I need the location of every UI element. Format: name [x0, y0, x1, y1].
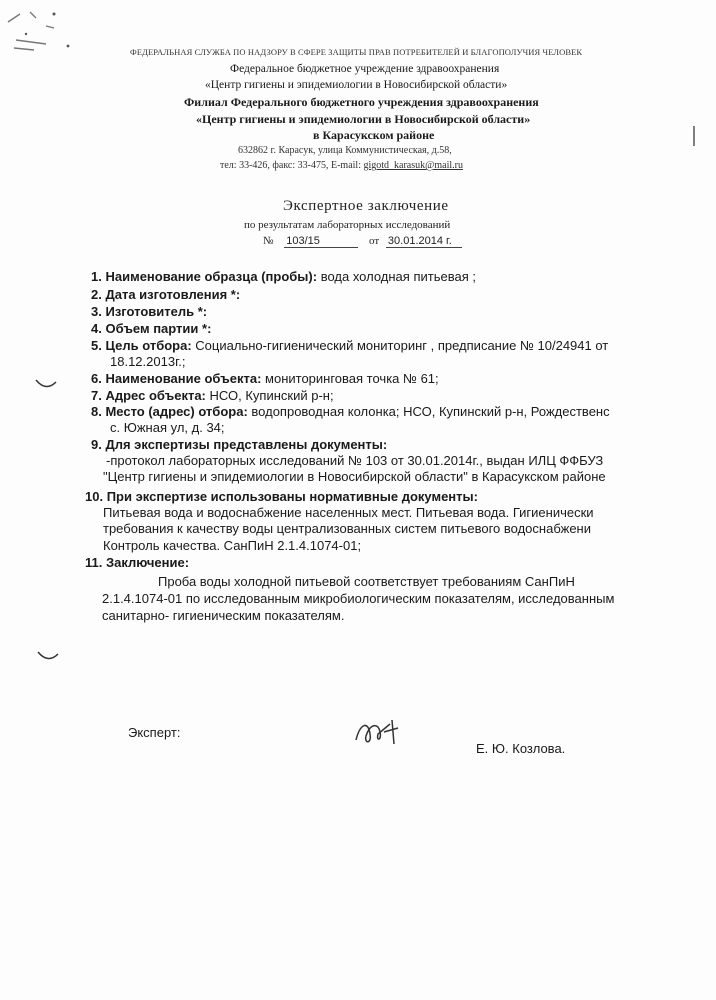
item-1 — [91, 269, 476, 284]
item-10-line-2: требования к качеству воды централизованных систем питьевого водоснабжени — [103, 521, 591, 536]
conclusion-line-1: Проба воды холодной питьевой соответствует требованиям СанПиН — [158, 574, 575, 589]
item-number: 4. — [91, 321, 102, 336]
item-value: Социально-гигиенический мониторинг , предписание № 10/24941 от — [195, 338, 609, 353]
item-number: 11. — [85, 555, 103, 570]
item-7 — [91, 388, 334, 403]
item-number: 10. — [85, 489, 104, 504]
item-9-line-2: "Центр гигиены и эпидемиологии в Новосибирской области" в Карасукском районе — [103, 469, 606, 484]
handwritten-signature — [350, 714, 410, 755]
address-line: 632862 г. Карасук, улица Коммунистическая, д.58, — [238, 145, 452, 156]
item-3 — [91, 304, 207, 319]
document-subtitle: по результатам лабораторных исследований — [244, 219, 451, 231]
item-10-line-3: Контроль качества. СанПиН 2.1.4.1074-01; — [103, 538, 362, 553]
date-label: от — [369, 235, 380, 247]
branch-name-line: «Центр гигиены и эпидемиологии в Новосибирской области» — [196, 112, 531, 126]
number-label: № — [263, 235, 274, 247]
item-number: 7. — [91, 388, 102, 403]
item-number: 2. — [91, 287, 102, 302]
item-number: 1. — [91, 269, 102, 284]
item-9-line-1: -протокол лабораторных исследований № 103 от 30.01.2014г., выдан ИЛЦ ФФБУЗ — [106, 453, 604, 468]
item-label: Наименование объекта: — [105, 371, 262, 386]
document-title: Экспертное заключение — [283, 198, 449, 214]
item-label: Дата изготовления *: — [105, 287, 241, 302]
item-label: Наименование образца (пробы): — [105, 269, 318, 284]
expert-label: Эксперт: — [128, 725, 181, 740]
branch-line: Филиал Федерального бюджетного учреждения здравоохранения — [184, 95, 539, 109]
institution-name-line: «Центр гигиены и эпидемиологии в Новосибирской области» — [205, 79, 508, 91]
item-9 — [91, 437, 387, 452]
institution-line: Федеральное бюджетное учреждение здравоохранения — [230, 63, 500, 75]
item-8 — [91, 404, 610, 419]
item-6 — [91, 371, 439, 386]
item-label: Адрес объекта: — [105, 388, 206, 403]
contacts-line — [220, 160, 463, 171]
item-value: НСО, Купинский р-н; — [209, 388, 334, 403]
item-10-line-1: Питьевая вода и водоснабжение населенных мест. Питьевая вода. Гигиенически — [103, 505, 594, 520]
item-number: 6. — [91, 371, 102, 386]
item-10 — [85, 489, 478, 504]
email-link[interactable]: gigotd_karasuk@mail.ru — [363, 160, 463, 171]
conclusion-line-2: 2.1.4.1074-01 по исследованным микробиологическим показателям, исследованным — [102, 591, 615, 606]
scan-mark-top-left — [6, 4, 76, 59]
item-label: При экспертизе использованы нормативные документы: — [106, 489, 478, 504]
document-number-line — [263, 235, 462, 248]
item-number: 5. — [91, 338, 102, 353]
item-label: Заключение: — [105, 555, 190, 570]
item-number: 9. — [91, 437, 102, 452]
punch-hole-mark-2 — [36, 648, 62, 669]
item-value: вода холодная питьевая ; — [320, 269, 476, 284]
item-label: Изготовитель *: — [105, 304, 208, 319]
item-number: 3. — [91, 304, 102, 319]
item-value: мониторинговая точка № 61; — [265, 371, 439, 386]
item-2 — [91, 287, 240, 302]
item-number: 8. — [91, 404, 102, 419]
item-11 — [85, 555, 189, 570]
punch-hole-mark-1 — [34, 376, 60, 397]
contacts-text: тел: 33-426, факс: 33-475, E-mail: — [220, 160, 364, 171]
item-label: Место (адрес) отбора: — [105, 404, 248, 419]
item-value: водопроводная колонка; НСО, Купинский р-н, Рождественс — [251, 404, 610, 419]
item-5 — [91, 338, 608, 353]
item-5-continuation: 18.12.2013г.; — [110, 354, 186, 369]
conclusion-line-3: санитарно- гигиеническим показателям. — [102, 608, 345, 623]
item-label: Для экспертизы представлены документы: — [105, 437, 388, 452]
edge-tick-mark — [690, 122, 710, 157]
branch-district-line: в Карасукском районе — [313, 128, 435, 142]
agency-line: ФЕДЕРАЛЬНАЯ СЛУЖБА ПО НАДЗОРУ В СФЕРЕ ЗАЩИТЫ ПРАВ ПОТРЕБИТЕЛЕЙ И БЛАГОПОЛУЧИЯ ЧЕЛОВЕК — [130, 47, 583, 57]
document-date: 30.01.2014 г. — [386, 235, 462, 248]
item-label: Цель отбора: — [105, 338, 192, 353]
document-number: 103/15 — [284, 235, 358, 248]
item-4 — [91, 321, 211, 336]
item-8-continuation: с. Южная ул, д. 34; — [110, 420, 225, 435]
expert-name: Е. Ю. Козлова. — [476, 741, 566, 756]
item-label: Объем партии *: — [105, 321, 212, 336]
